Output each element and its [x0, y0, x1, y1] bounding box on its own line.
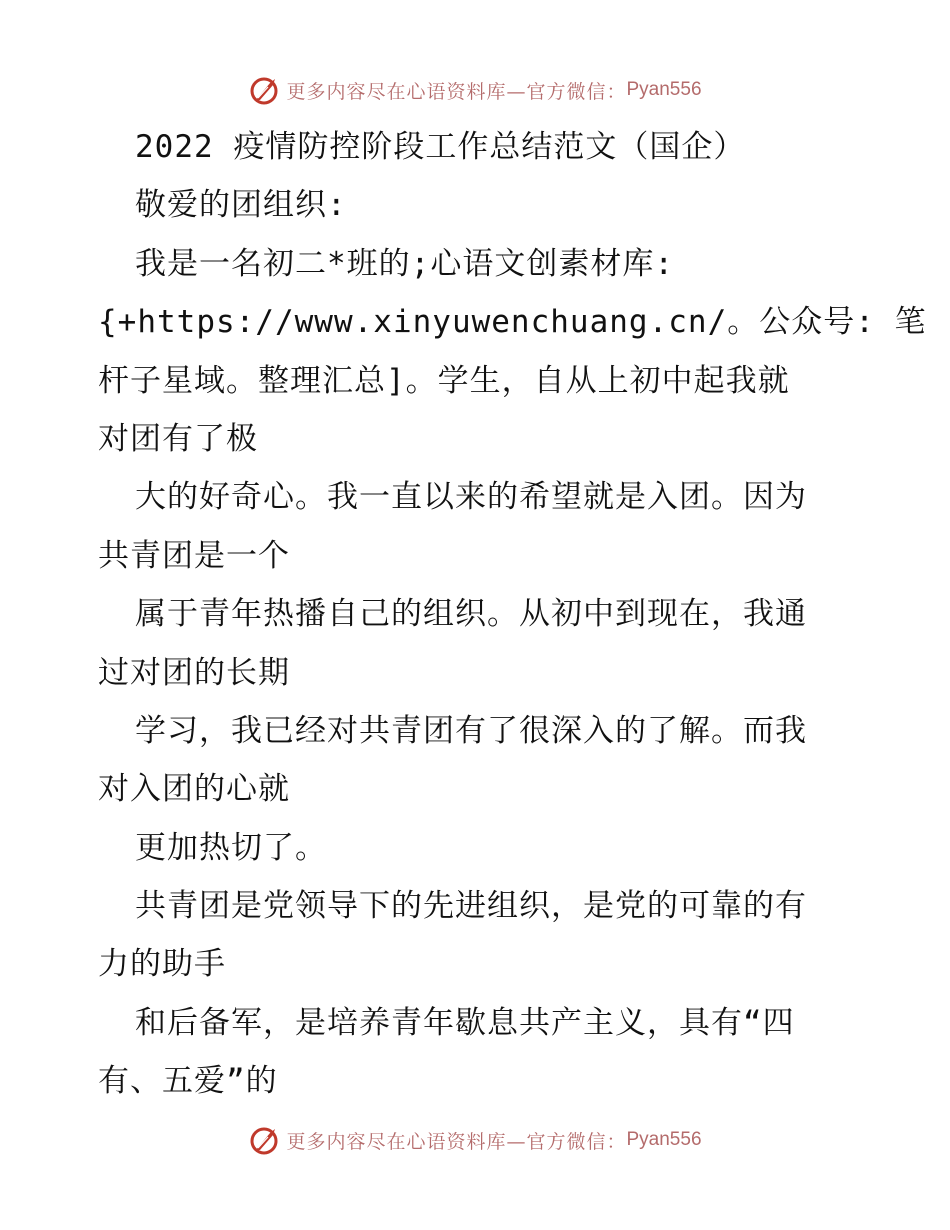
paragraph-line: 我是一名初二*班的;心语文创素材库: [135, 245, 674, 282]
paragraph-line: 有、五爱”的 [98, 1063, 278, 1100]
salutation: 敬爱的团组织: [135, 187, 347, 224]
paragraph-line: 过对团的长期 [98, 654, 290, 691]
paragraph-line: 更加热切了。 [135, 829, 327, 866]
paragraph-line: 杆子星域。整理汇总]。学生，自从上初中起我就 [98, 362, 790, 399]
paragraph-line: 和后备军，是培养青年歇息共产主义，具有“四 [135, 1004, 795, 1041]
paragraph-line: 力的助手 [98, 946, 226, 983]
footer-banner-account: Pyan556 [626, 1129, 702, 1150]
paragraph-line: 共青团是一个 [98, 537, 290, 574]
document-body [98, 118, 927, 1111]
document-title: 2022 疫情防控阶段工作总结范文（国企） [135, 129, 746, 165]
paragraph-line: 对入团的心就 [98, 771, 290, 808]
paragraph-line: 共青团是党领导下的先进组织，是党的可靠的有 [135, 888, 807, 925]
header-banner [0, 70, 950, 110]
paragraph-line: 对团有了极 [98, 420, 258, 457]
quill-pen-logo-icon [248, 1124, 280, 1156]
paragraph-line: 学习，我已经对共青团有了很深入的了解。而我 [135, 712, 807, 749]
footer-banner-text: 更多内容尽在心语资料库—官方微信： [286, 1130, 627, 1153]
footer-banner [0, 1120, 950, 1160]
paragraph-line: {+https://www.xinyuwenchuang.cn/。公众号: 笔 [98, 304, 927, 341]
header-banner-account: Pyan556 [626, 79, 702, 100]
header-banner-text: 更多内容尽在心语资料库—官方微信： [286, 80, 627, 103]
paragraph-line: 属于青年热播自己的组织。从初中到现在，我通 [135, 596, 807, 633]
paragraph-line: 大的好奇心。我一直以来的希望就是入团。因为 [135, 479, 807, 516]
quill-pen-logo-icon [248, 74, 280, 106]
